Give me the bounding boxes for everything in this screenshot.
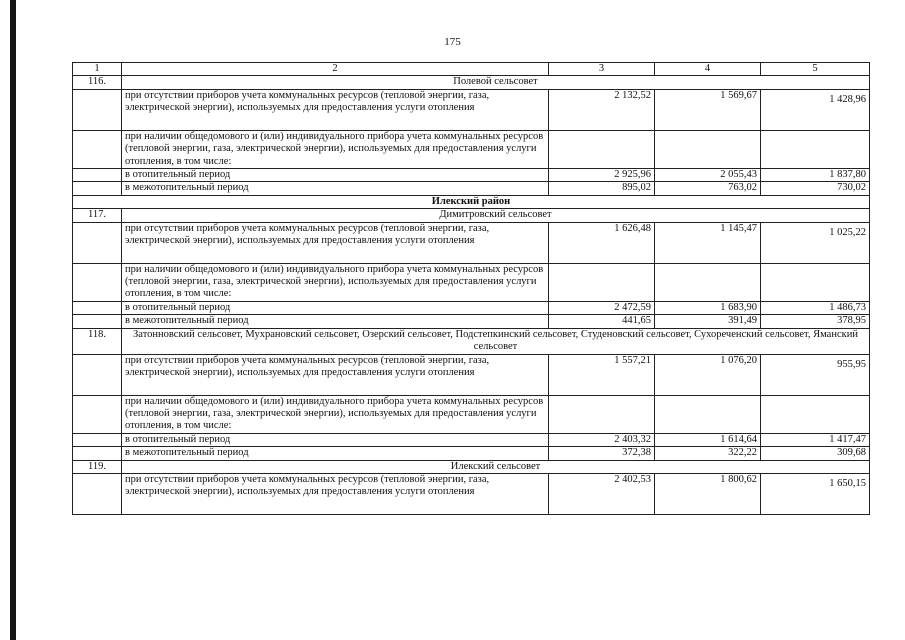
empty-cell xyxy=(73,130,122,168)
page-number: 175 xyxy=(444,36,461,48)
value-cell: 2 132,52 xyxy=(549,89,655,130)
table-row xyxy=(73,89,870,130)
row-label: в межотопительный период xyxy=(122,315,549,328)
value-cell: 2 055,43 xyxy=(655,169,761,182)
value-cell: 955,95 xyxy=(761,354,870,395)
table-row xyxy=(73,473,870,514)
value-cell: 2 925,96 xyxy=(549,169,655,182)
value-cell: 730,02 xyxy=(761,182,870,195)
row-label: при отсутствии приборов учета коммунальных ресурсов (тепловой энергии, газа, электрической энергии), используемых для предоставления услуги отопления xyxy=(122,222,549,263)
table-row xyxy=(73,301,870,314)
empty-cell xyxy=(655,263,761,301)
value-cell: 1 614,64 xyxy=(655,433,761,446)
table-row xyxy=(73,130,870,168)
table-row xyxy=(73,433,870,446)
value-cell: 309,68 xyxy=(761,447,870,460)
value-cell: 441,65 xyxy=(549,315,655,328)
row-number: 119. xyxy=(73,460,122,473)
scan-edge xyxy=(10,0,16,640)
value-cell: 763,02 xyxy=(655,182,761,195)
value-cell: 391,49 xyxy=(655,315,761,328)
value-cell: 378,95 xyxy=(761,315,870,328)
value-cell: 1 025,22 xyxy=(761,222,870,263)
empty-cell xyxy=(73,315,122,328)
row-label: при отсутствии приборов учета коммунальных ресурсов (тепловой энергии, газа, электрической энергии), используемых для предоставления услуги отопления xyxy=(122,354,549,395)
value-cell: 1 145,47 xyxy=(655,222,761,263)
row-label: при отсутствии приборов учета коммунальных ресурсов (тепловой энергии, газа, электрической энергии), используемых для предоставления услуги отопления xyxy=(122,89,549,130)
row-label: в отопительный период xyxy=(122,301,549,314)
value-cell: 1 486,73 xyxy=(761,301,870,314)
empty-cell xyxy=(549,130,655,168)
tariff-table xyxy=(72,62,870,515)
table-row xyxy=(73,447,870,460)
value-cell: 1 428,96 xyxy=(761,89,870,130)
district-row xyxy=(73,195,870,208)
settlement-name: Затонновский сельсовет, Мухрановский сельсовет, Озерский сельсовет, Подстепкинский сельсовет, Студеновский сельсовет, Сухореченский сельсовет, Яманский сельсовет xyxy=(122,328,870,354)
value-cell: 1 683,90 xyxy=(655,301,761,314)
header-cell: 3 xyxy=(549,63,655,76)
empty-cell xyxy=(73,169,122,182)
row-label: при наличии общедомового и (или) индивидуального прибора учета коммунальных ресурсов (тепловой энергии, газа, электрической энергии), используемых для предоставления услуги отопления, в том числе: xyxy=(122,130,549,168)
table-row xyxy=(73,222,870,263)
empty-cell xyxy=(761,263,870,301)
empty-cell xyxy=(761,395,870,433)
row-label: при наличии общедомового и (или) индивидуального прибора учета коммунальных ресурсов (тепловой энергии, газа, электрической энергии), используемых для предоставления услуги отопления, в том числе: xyxy=(122,263,549,301)
empty-cell xyxy=(73,395,122,433)
value-cell: 1 417,47 xyxy=(761,433,870,446)
table-row xyxy=(73,328,870,354)
value-cell: 1 569,67 xyxy=(655,89,761,130)
empty-cell xyxy=(73,473,122,514)
empty-cell xyxy=(655,395,761,433)
table-row xyxy=(73,395,870,433)
value-cell: 322,22 xyxy=(655,447,761,460)
row-label: при отсутствии приборов учета коммунальных ресурсов (тепловой энергии, газа, электрической энергии), используемых для предоставления услуги отопления xyxy=(122,473,549,514)
row-number: 116. xyxy=(73,76,122,89)
settlement-name: Полевой сельсовет xyxy=(122,76,870,89)
row-label: в межотопительный период xyxy=(122,182,549,195)
table-row xyxy=(73,460,870,473)
value-cell: 2 472,59 xyxy=(549,301,655,314)
row-label: в межотопительный период xyxy=(122,447,549,460)
table-header-row xyxy=(73,63,870,76)
value-cell: 2 403,32 xyxy=(549,433,655,446)
value-cell: 2 402,53 xyxy=(549,473,655,514)
value-cell: 1 557,21 xyxy=(549,354,655,395)
table-row xyxy=(73,315,870,328)
header-cell: 2 xyxy=(122,63,549,76)
table-row xyxy=(73,263,870,301)
value-cell: 372,38 xyxy=(549,447,655,460)
empty-cell xyxy=(73,89,122,130)
table-row xyxy=(73,169,870,182)
empty-cell xyxy=(549,263,655,301)
header-cell: 5 xyxy=(761,63,870,76)
table-row xyxy=(73,182,870,195)
table-row xyxy=(73,209,870,222)
settlement-name: Илекский сельсовет xyxy=(122,460,870,473)
empty-cell xyxy=(73,222,122,263)
empty-cell xyxy=(73,354,122,395)
empty-cell xyxy=(73,447,122,460)
empty-cell xyxy=(761,130,870,168)
value-cell: 1 650,15 xyxy=(761,473,870,514)
value-cell: 1 626,48 xyxy=(549,222,655,263)
empty-cell xyxy=(73,182,122,195)
value-cell: 1 076,20 xyxy=(655,354,761,395)
value-cell: 1 837,80 xyxy=(761,169,870,182)
empty-cell xyxy=(655,130,761,168)
empty-cell xyxy=(73,263,122,301)
empty-cell xyxy=(73,433,122,446)
table-row xyxy=(73,76,870,89)
district-name: Илекский район xyxy=(73,195,870,208)
value-cell: 1 800,62 xyxy=(655,473,761,514)
empty-cell xyxy=(73,301,122,314)
row-number: 117. xyxy=(73,209,122,222)
row-number: 118. xyxy=(73,328,122,354)
row-label: в отопительный период xyxy=(122,169,549,182)
table-row xyxy=(73,354,870,395)
header-cell: 1 xyxy=(73,63,122,76)
row-label: в отопительный период xyxy=(122,433,549,446)
empty-cell xyxy=(549,395,655,433)
row-label: при наличии общедомового и (или) индивидуального прибора учета коммунальных ресурсов (тепловой энергии, газа, электрической энергии), используемых для предоставления услуги отопления, в том числе: xyxy=(122,395,549,433)
value-cell: 895,02 xyxy=(549,182,655,195)
settlement-name: Димитровский сельсовет xyxy=(122,209,870,222)
header-cell: 4 xyxy=(655,63,761,76)
